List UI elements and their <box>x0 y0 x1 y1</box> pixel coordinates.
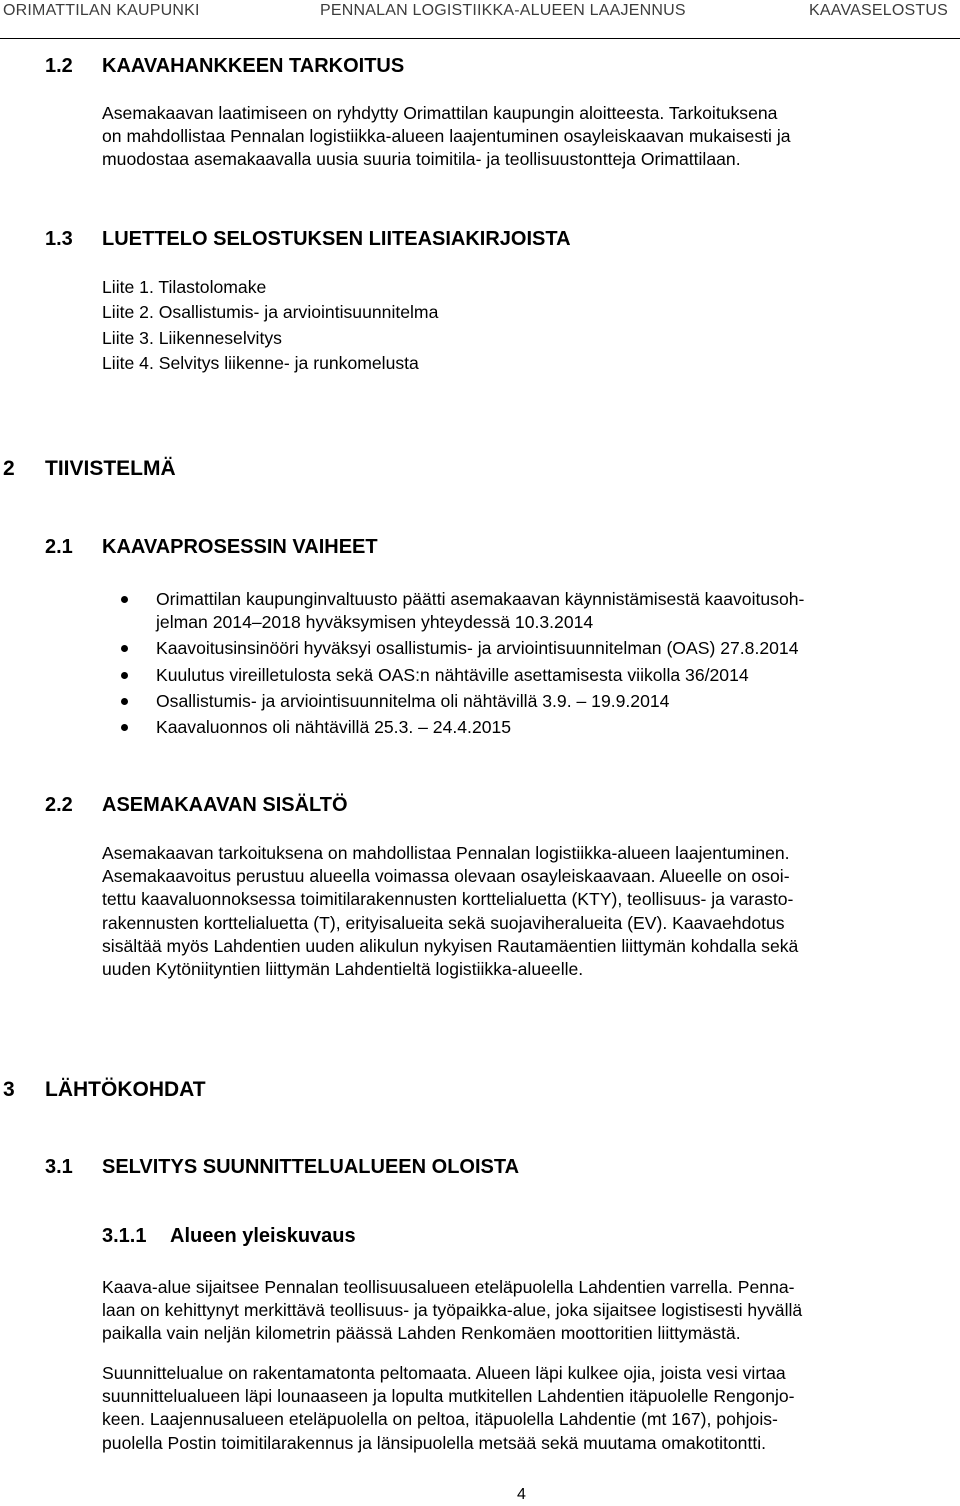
subsection-3-1-1-paragraph-2 <box>102 1362 950 1455</box>
section-number: 1.3 <box>45 228 73 250</box>
section-title: ASEMAKAAVAN SISÄLTÖ <box>102 794 348 816</box>
list-item-line: Kuulutus vireilletulosta sekä OAS:n nähtäville asettamisesta viikolla 36/2014 <box>156 664 749 685</box>
section-2-2-paragraph <box>102 842 950 981</box>
process-steps-list <box>102 588 952 742</box>
paragraph-line: suunnittelualueen läpi lounaaseen ja lopulta mutkitellen Lahdentien itäpuolelle Rengonjo- <box>102 1386 795 1407</box>
section-title: LUETTELO SELOSTUKSEN LIITEASIAKIRJOISTA <box>102 228 571 250</box>
paragraph-line: paikalla vain neljän kilometrin päässä Lahden Renkomäen moottoritien liittymästä. <box>102 1323 741 1344</box>
page-number: 4 <box>517 1486 526 1503</box>
paragraph-line: tettu kaavaluonnoksessa toimitilarakennusten korttelialuetta (KTY), teollisuus- ja varasto- <box>102 889 794 910</box>
paragraph-line: Asemakaavoitus perustuu alueella voimassa olevaan osayleiskaavaan. Alueelle on osoi- <box>102 866 790 887</box>
subsection-number: 3.1.1 <box>102 1225 147 1247</box>
chapter-3-heading <box>3 1078 206 1102</box>
paragraph-line: puolella Postin toimitilarakennus ja länsipuolella metsää sekä muutama omakotitontti. <box>102 1432 767 1453</box>
chapter-2-heading <box>3 457 176 481</box>
attachment-item: Liite 4. Selvitys liikenne- ja runkomelusta <box>102 352 419 373</box>
list-item <box>102 637 952 660</box>
section-2-2-heading <box>45 794 348 817</box>
paragraph-line: laan on kehittynyt merkittävä teollisuus- ja työpaikka-alue, joka sijaitsee logistisesti hyvällä <box>102 1300 803 1321</box>
attachment-item: Liite 1. Tilastolomake <box>102 277 267 297</box>
paragraph-line: uuden Kytöniityntien liittymän Lahdentieltä logistiikka-alueelle. <box>102 959 584 980</box>
section-3-1-heading <box>45 1156 520 1179</box>
section-number: 2.2 <box>45 794 73 816</box>
list-item <box>102 690 952 713</box>
paragraph-line: muodostaa asemakaavalla uusia suuria toimitila- ja teollisuustontteja Orimattilaan. <box>102 149 741 170</box>
list-item-line: Kaavaluonnos oli nähtävillä 25.3. – 24.4.2015 <box>156 717 512 738</box>
paragraph-line: Asemakaavan laatimiseen on ryhdytty Orimattilan kaupungin aloitteesta. Tarkoituksena <box>102 103 778 123</box>
bullet-icon <box>121 596 128 603</box>
section-1-2-heading <box>45 55 405 78</box>
header-organization: ORIMATTILAN KAUPUNKI <box>3 2 200 19</box>
paragraph-line: Asemakaavan tarkoituksena on mahdollistaa Pennalan logistiikka-alueen laajentuminen. <box>102 843 790 863</box>
section-title: SELVITYS SUUNNITTELUALUEEN OLOISTA <box>102 1156 520 1178</box>
paragraph-line: on mahdollistaa Pennalan logistiikka-alueen laajentuminen osayleiskaavan mukaisesti ja <box>102 126 791 147</box>
chapter-number: 2 <box>3 457 15 480</box>
subsection-title: Alueen yleiskuvaus <box>170 1225 356 1247</box>
bullet-icon <box>121 698 128 705</box>
attachment-item: Liite 2. Osallistumis- ja arviointisuunnitelma <box>102 302 439 323</box>
section-number: 2.1 <box>45 536 73 558</box>
header-project: PENNALAN LOGISTIIKKA-ALUEEN LAAJENNUS <box>320 2 686 19</box>
chapter-title: LÄHTÖKOHDAT <box>45 1078 206 1101</box>
section-number: 3.1 <box>45 1156 73 1178</box>
list-item-line: jelman 2014–2018 hyväksymisen yhteydessä 10.3.2014 <box>156 612 594 633</box>
list-item-line: Orimattilan kaupunginvaltuusto päätti asemakaavan käynnistämisestä kaavoitusoh- <box>156 589 805 609</box>
paragraph-line: rakennusten korttelialuetta (T), erityisalueita sekä suojaviheralueita (EV). Kaavaehdotus <box>102 912 785 933</box>
list-item-line: Kaavoitusinsinööri hyväksyi osallistumis- ja arviointisuunnitelman (OAS) 27.8.2014 <box>156 638 799 659</box>
list-item <box>102 664 952 687</box>
paragraph-line: Kaava-alue sijaitsee Pennalan teollisuusalueen eteläpuolella Lahdentien varrella. Penna- <box>102 1277 795 1297</box>
section-1-2-paragraph <box>102 102 950 172</box>
list-item <box>102 716 952 739</box>
list-item-line: Osallistumis- ja arviointisuunnitelma oli nähtävillä 3.9. – 19.9.2014 <box>156 690 670 711</box>
bullet-icon <box>121 645 128 652</box>
bullet-icon <box>121 672 128 679</box>
bullet-icon <box>121 724 128 731</box>
subsection-3-1-1-heading <box>102 1225 356 1248</box>
attachment-list <box>102 275 438 376</box>
section-title: KAAVAPROSESSIN VAIHEET <box>102 536 378 558</box>
page-header <box>0 0 960 39</box>
paragraph-line: sisältää myös Lahdentien uuden alikulun nykyisen Rautamäentien liittymän kohdalla sekä <box>102 935 799 956</box>
attachment-item: Liite 3. Liikenneselvitys <box>102 327 282 348</box>
section-number: 1.2 <box>45 55 73 77</box>
paragraph-line: Suunnittelualue on rakentamatonta peltomaata. Alueen läpi kulkee ojia, joista vesi virtaa <box>102 1363 786 1383</box>
list-item <box>102 588 952 634</box>
subsection-3-1-1-paragraph-1 <box>102 1276 950 1346</box>
paragraph-line: keen. Laajennusalueen eteläpuolella on peltoa, itäpuolella Lahdentie (mt 167), pohjois- <box>102 1409 778 1430</box>
section-title: KAAVAHANKKEEN TARKOITUS <box>102 55 405 77</box>
section-2-1-heading <box>45 536 378 559</box>
header-document-type: KAAVASELOSTUS <box>809 2 948 19</box>
chapter-number: 3 <box>3 1078 15 1101</box>
section-1-3-heading <box>45 228 571 251</box>
chapter-title: TIIVISTELMÄ <box>45 457 176 480</box>
